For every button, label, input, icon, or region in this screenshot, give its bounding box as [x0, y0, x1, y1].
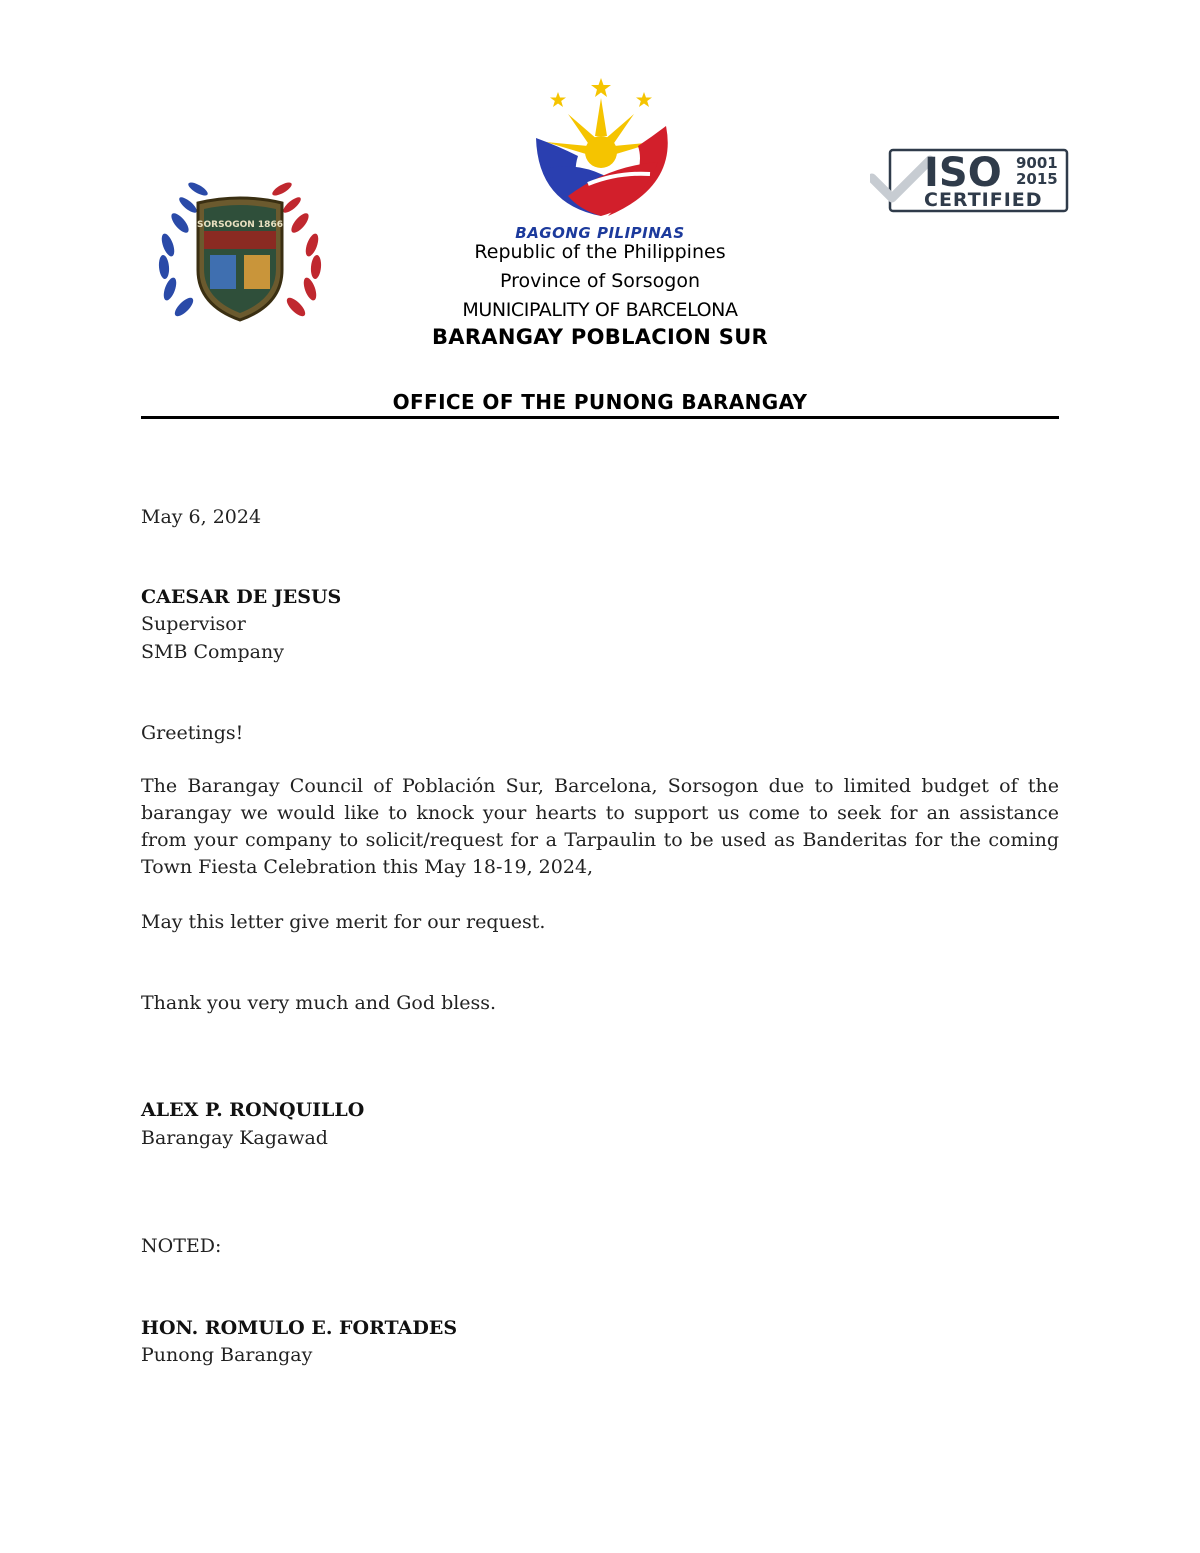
municipality-line: MUNICIPALITY OF BARCELONA — [462, 299, 738, 321]
letter-body-paragraph: The Barangay Council of Población Sur, Barcelona, Sorsogon due to limited budget of the barangay we would like to knock your hearts to support us come to seek for an assistance from your company to solicit/request for a Tarpaulin to be used as Banderitas for the coming Town Fiesta Celebration this May 18-19, 2024, — [141, 775, 1059, 878]
header-divider — [141, 416, 1059, 419]
noted-by-title: Punong Barangay — [141, 1344, 313, 1366]
svg-text:2015: 2015 — [1016, 170, 1058, 188]
republic-line: Republic of the Philippines — [474, 241, 726, 263]
svg-text:SORSOGON 1866: SORSOGON 1866 — [197, 220, 283, 230]
barangay-line: BARANGAY POBLACION SUR — [431, 325, 769, 349]
recipient-name: CAESAR DE JESUS — [141, 586, 342, 608]
letter-date: May 6, 2024 — [141, 506, 262, 528]
iso-certified-badge — [870, 146, 1070, 214]
noted-label: NOTED: — [141, 1235, 222, 1257]
greeting: Greetings! — [141, 722, 244, 744]
request-line: May this letter give merit for our request. — [141, 911, 546, 933]
recipient-title: Supervisor — [141, 613, 246, 635]
signatory-name: ALEX P. RONQUILLO — [141, 1099, 365, 1121]
svg-text:ISO: ISO — [924, 150, 1002, 196]
noted-by-name: HON. ROMULO E. FORTADES — [141, 1317, 458, 1339]
svg-text:CERTIFIED: CERTIFIED — [924, 189, 1043, 211]
bagong-pilipinas-text: BAGONG PILIPINAS — [515, 224, 685, 242]
bagong-pilipinas-logo — [528, 76, 674, 222]
closing-line: Thank you very much and God bless. — [141, 992, 497, 1014]
province-line: Province of Sorsogon — [500, 270, 700, 292]
office-title: OFFICE OF THE PUNONG BARANGAY — [392, 390, 808, 414]
recipient-company: SMB Company — [141, 641, 284, 663]
svg-text:9001: 9001 — [1016, 154, 1058, 172]
signatory-title: Barangay Kagawad — [141, 1127, 328, 1149]
